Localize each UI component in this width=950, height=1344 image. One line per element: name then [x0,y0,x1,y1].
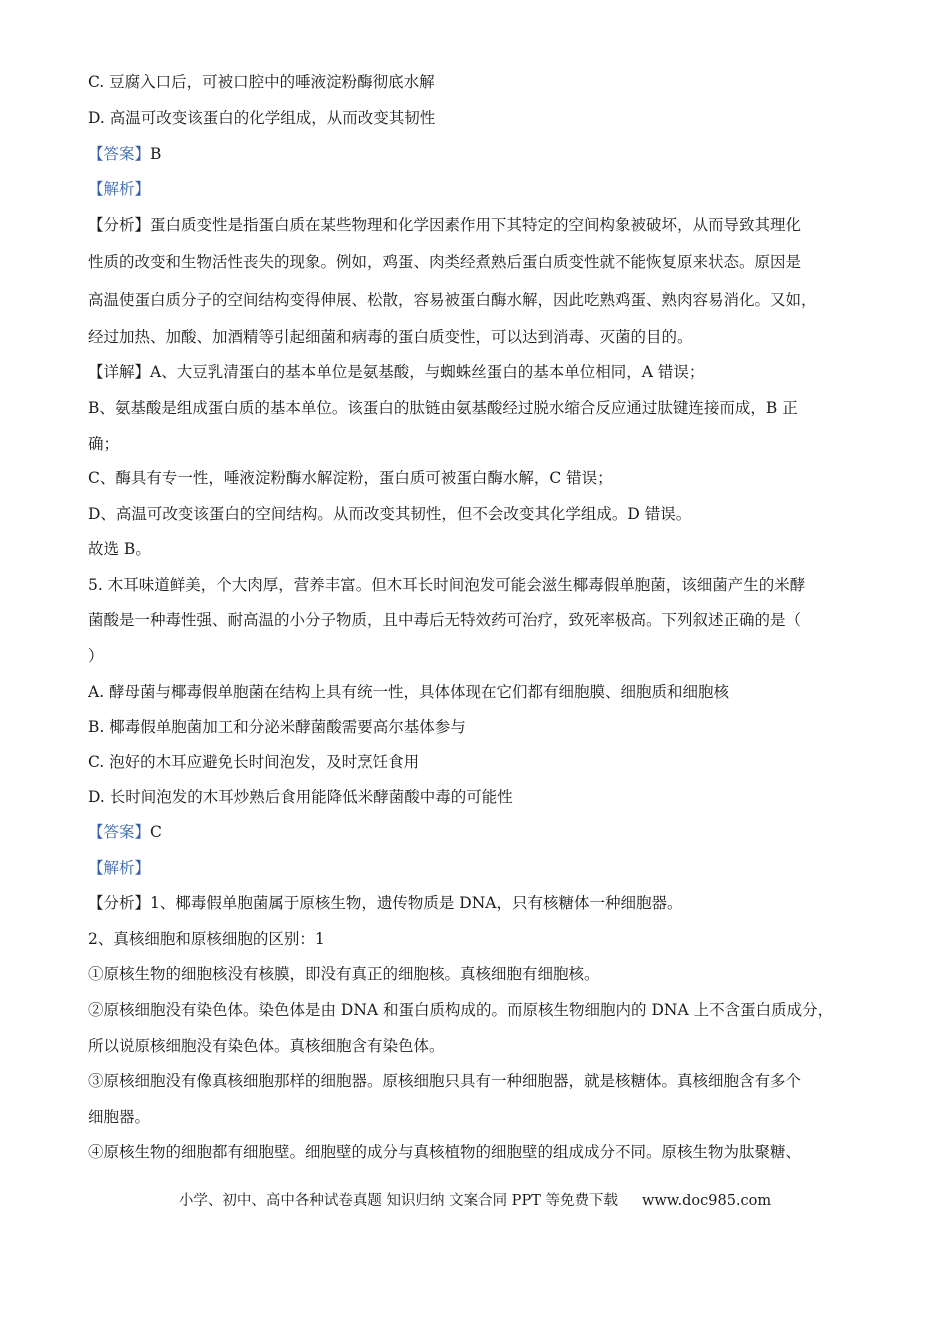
text-line [88,467,872,489]
section-tag: 【答案】 [88,823,151,841]
line-text: C. 豆腐入口后，可被口腔中的唾液淀粉酶彻底水解 [88,73,435,91]
text-line [88,963,872,985]
section-tag: 【答案】 [88,145,151,163]
line-text: 【分析】蛋白质变性是指蛋白质在某些物理和化学因素作用下其特定的空间构象被破坏，从而导致其理化 [88,216,802,234]
line-text: 确； [88,435,120,453]
text-line [88,892,872,914]
text-line [88,289,872,311]
text-line [88,178,872,200]
text-line [88,786,872,808]
line-text: 高温使蛋白质分子的空间结构变得伸展、松散，容易被蛋白酶水解，因此吃熟鸡蛋、熟肉容易消化。又如， [88,291,817,309]
line-text: ③原核细胞没有像真核细胞那样的细胞器。原核细胞只具有一种细胞器，就是核糖体。真核细胞含有多个 [88,1072,802,1090]
line-text: 性质的改变和生物活性丧失的现象。例如，鸡蛋、肉类经煮熟后蛋白质变性就不能恢复原来状态。原因是 [88,253,802,271]
line-text: D、高温可改变该蛋白的空间结构。从而改变其韧性，但不会改变其化学组成。D 错误。 [88,505,692,523]
text-line [88,857,872,879]
line-text: ①原核生物的细胞核没有核膜，即没有真正的细胞核。真核细胞有细胞核。 [88,965,600,983]
text-line [88,251,872,273]
text-line [88,214,872,236]
line-text: 【详解】A、大豆乳清蛋白的基本单位是氨基酸，与蜘蛛丝蛋白的基本单位相同，A 错误； [88,363,705,381]
text-line [88,71,872,93]
line-text: 细胞器。 [88,1108,151,1126]
text-line [88,821,872,843]
text-line [88,433,872,455]
text-line [88,574,872,596]
line-text: C. 泡好的木耳应避免长时间泡发，及时烹饪食用 [88,753,420,771]
line-text: 经过加热、加酸、加酒精等引起细菌和病毒的蛋白质变性，可以达到消毒、灭菌的目的。 [88,328,693,346]
section-tag: 【解析】 [88,859,151,877]
line-text: B [150,145,162,163]
text-line [88,1035,872,1057]
line-text: ②原核细胞没有染色体。染色体是由 DNA 和蛋白质构成的。而原核生物细胞内的 DNA 上不含蛋白质成分， [88,1001,834,1019]
text-line [88,681,872,703]
text-line [88,326,872,348]
text-line [88,716,872,738]
line-text: 菌酸是一种毒性强、耐高温的小分子物质，且中毒后无特效药可治疗，致死率极高。下列叙述正确的是（ [88,611,802,629]
text-line [88,645,872,667]
text-line [88,1106,872,1128]
line-text: D. 长时间泡发的木耳炒熟后食用能降低米酵菌酸中毒的可能性 [88,788,513,806]
text-line [88,999,872,1021]
line-text: D. 高温可改变该蛋白的化学组成，从而改变其韧性 [88,109,436,127]
line-text: C、酶具有专一性，唾液淀粉酶水解淀粉，蛋白质可被蛋白酶水解，C 错误； [88,469,613,487]
line-text: A. 酵母菌与椰毒假单胞菌在结构上具有统一性，具体体现在它们都有细胞膜、细胞质和细胞核 [88,683,730,701]
text-line [88,143,872,165]
section-tag: 【解析】 [88,180,151,198]
text-line [88,107,872,129]
text-line [88,397,872,419]
text-line [88,751,872,773]
text-line [88,928,872,950]
text-line [88,1070,872,1092]
footer-text: 小学、初中、高中各种试卷真题 知识归纳 文案合同 PPT 等免费下载 [178,1193,618,1209]
line-text: ④原核生物的细胞都有细胞壁。细胞壁的成分与真核植物的细胞壁的组成成分不同。原核生物为肽聚糖、 [88,1143,802,1161]
line-text: 故选 B。 [88,540,151,558]
text-line [88,361,872,383]
page-footer [0,1190,950,1212]
line-text: 2、真核细胞和原核细胞的区别：1 [88,930,325,948]
text-line [88,609,872,631]
text-line [88,538,872,560]
line-text: C [150,823,162,841]
line-text: B. 椰毒假单胞菌加工和分泌米酵菌酸需要高尔基体参与 [88,718,466,736]
footer-url: www.doc985.com [641,1193,772,1209]
text-line [88,503,872,525]
line-text: ） [88,647,104,665]
line-text: 5. 木耳味道鲜美，个大肉厚，营养丰富。但木耳长时间泡发可能会滋生椰毒假单胞菌，该细菌产生的米酵 [88,576,806,594]
line-text: 所以说原核细胞没有染色体。真核细胞含有染色体。 [88,1037,445,1055]
text-line [88,1141,872,1163]
line-text: 【分析】1、椰毒假单胞菌属于原核生物，遗传物质是 DNA，只有核糖体一种细胞器。 [88,894,683,912]
line-text: B、氨基酸是组成蛋白质的基本单位。该蛋白的肽链由氨基酸经过脱水缩合反应通过肽键连接而成，B 正 [88,399,798,417]
